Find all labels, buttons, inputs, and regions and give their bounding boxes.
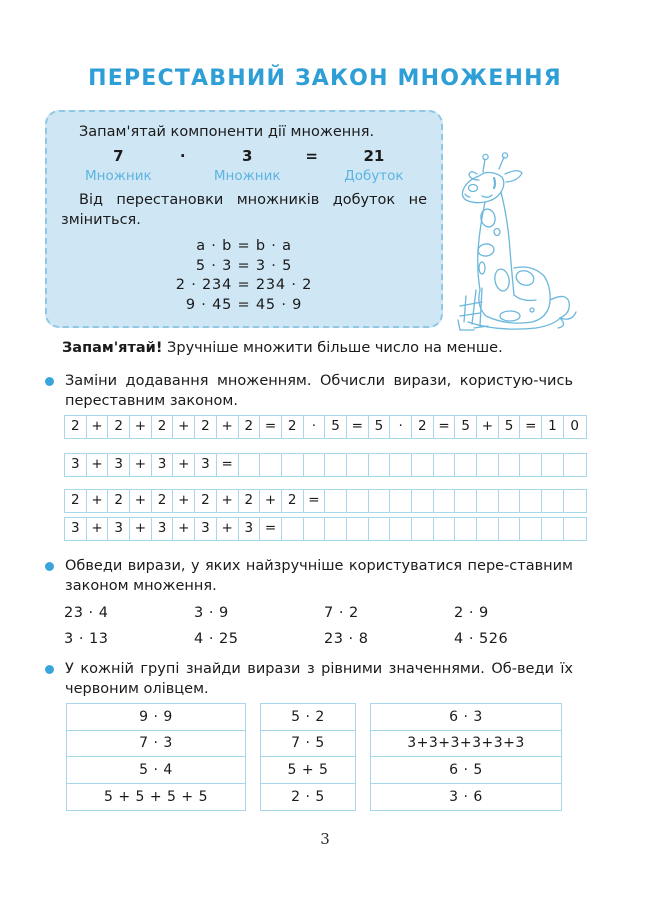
task-1 [45,371,573,411]
expression-item[interactable]: 7 · 2 [324,605,359,621]
component-value: = [305,147,318,165]
answer-grid-cell[interactable]: + [173,518,195,540]
group-table-2 [260,703,356,811]
page-number: 3 [320,830,330,848]
answer-grid-cell[interactable]: + [130,416,152,438]
group-table-cell[interactable]: 3 · 6 [449,788,483,805]
answer-grid-cell[interactable]: 3 [239,518,261,540]
group-table-cell[interactable]: 7 · 3 [67,731,245,758]
answer-grid-cell[interactable] [542,490,564,512]
multiplication-components [61,147,427,186]
group-tables [66,703,574,811]
answer-grid-cell[interactable]: 3 [152,518,174,540]
expression-item[interactable]: 3 · 13 [64,631,109,647]
component-label: Множник [85,168,152,184]
component-product [343,147,405,186]
formula-list [61,237,427,315]
answer-grid-cell[interactable] [499,490,521,512]
answer-grid-cell[interactable]: 2 [239,416,261,438]
bullet-icon [45,665,54,674]
component-factor-2 [214,147,281,186]
component-value: 3 [242,147,253,165]
expression-item[interactable]: 3 · 9 [194,605,229,621]
task-3 [45,659,573,699]
answer-grid-row[interactable] [64,489,587,513]
answer-grid-cell[interactable]: · [390,416,412,438]
answer-grid-cell[interactable]: 5 [369,416,391,438]
answer-grid-cell[interactable] [369,454,391,476]
answer-grid-row[interactable] [64,453,587,477]
expression-item[interactable]: 2 · 9 [454,605,489,621]
answer-grid-cell[interactable]: + [130,454,152,476]
answer-grid-cell[interactable] [325,454,347,476]
answer-grid-cell[interactable] [282,518,304,540]
answer-grid-cell[interactable] [412,490,434,512]
expression-row [64,626,584,652]
remember-label: Запам'ятай! [62,340,163,356]
component-label: Добуток [344,168,404,184]
answer-grid-cell[interactable]: 3 [65,518,87,540]
task-3-text: У кожній групі знайди вирази з рівними значеннями. Об-веди їх червоним олівцем. [65,661,573,697]
remember-note [62,338,582,358]
answer-grid-cell[interactable] [477,518,499,540]
formula-item: a · b = b · a [196,238,292,254]
answer-grid-cell[interactable]: 2 [108,490,130,512]
answer-grid-cell[interactable]: 5 [325,416,347,438]
answer-grid-cell[interactable]: + [173,490,195,512]
component-factor-1 [85,147,152,186]
answer-grid-cell[interactable] [282,454,304,476]
expression-row [64,600,584,626]
answer-grid-row[interactable] [64,517,587,541]
component-operator-times [152,147,214,186]
answer-grid-cell[interactable]: = [260,518,282,540]
group-table-cell[interactable]: 9 · 9 [67,704,245,731]
answer-grid-cell[interactable] [412,518,434,540]
answer-grid-cell[interactable] [499,518,521,540]
answer-grid-cell[interactable]: · [304,416,326,438]
answer-grid-cell[interactable] [369,518,391,540]
answer-grid-cell[interactable] [520,490,542,512]
answer-grid-cell[interactable]: 2 [152,416,174,438]
group-table-cell[interactable]: 7 · 5 [261,731,355,758]
task-1-text: Заміни додавання множенням. Обчисли вирази, користую-чись переставним законом. [65,373,573,409]
info-box-intro: Запам'ятай компоненти дії множення. [79,124,375,140]
group-table-1 [66,703,246,811]
answer-grid-cell[interactable] [499,454,521,476]
answer-grid-cell[interactable]: = [217,454,239,476]
answer-grid-cell[interactable]: + [87,454,109,476]
group-table-cell[interactable]: 5 + 5 [261,757,355,784]
answer-grid-cell[interactable]: + [87,416,109,438]
group-table-cell[interactable]: 5 + 5 + 5 + 5 [103,788,209,805]
expression-item[interactable]: 23 · 4 [64,605,109,621]
answer-grid-cell[interactable] [434,454,456,476]
answer-grid-cell[interactable]: + [217,518,239,540]
answer-grid-cell[interactable]: + [130,490,152,512]
answer-grid-cell[interactable] [390,490,412,512]
group-table-3 [370,703,562,811]
answer-grid-cell[interactable]: 2 [195,490,217,512]
answer-grid-cell[interactable]: 3 [108,518,130,540]
answer-grid-cell[interactable]: 3 [195,518,217,540]
component-operator-equals [281,147,343,186]
answer-grid-cell[interactable] [260,454,282,476]
expression-grid [64,600,584,652]
answer-grid-cell[interactable]: = [347,416,369,438]
answer-grid-cell[interactable]: = [304,490,326,512]
answer-grid-cell[interactable] [434,518,456,540]
formula-item: 5 · 3 = 3 · 5 [195,257,293,274]
answer-grid-cell[interactable]: + [173,416,195,438]
answer-grid-cell[interactable] [455,454,477,476]
answer-grid-cell[interactable]: 1 [542,416,564,438]
answer-grid-cell[interactable] [542,454,564,476]
answer-grid-cell[interactable]: + [217,490,239,512]
answer-grid-cell[interactable] [304,454,326,476]
answer-grid-cell[interactable]: + [130,518,152,540]
giraffe-illustration [452,150,600,340]
answer-grid-cell[interactable]: 5 [499,416,521,438]
group-table-cell[interactable]: 6 · 5 [371,757,561,784]
bullet-icon [45,562,54,571]
task-2 [45,556,573,596]
answer-grid-cell[interactable] [325,518,347,540]
answer-grid-cell[interactable]: 2 [65,490,87,512]
answer-grid-cell[interactable] [455,518,477,540]
answer-grid-cell[interactable]: 2 [282,416,304,438]
answer-grid-cell[interactable]: 3 [108,454,130,476]
answer-grid-cell[interactable] [347,518,369,540]
answer-grid-cell[interactable] [347,454,369,476]
answer-grid-cell[interactable] [455,490,477,512]
group-table-cell[interactable]: 5 · 4 [67,757,245,784]
answer-grid-cell[interactable]: + [173,454,195,476]
remember-text: Зручніше множити більше число на менше. [162,340,503,356]
answer-grid-cell[interactable]: + [260,490,282,512]
expression-item[interactable]: 4 · 25 [194,631,239,647]
expression-item[interactable]: 23 · 8 [324,631,369,647]
answer-grid-cell[interactable]: 2 [195,416,217,438]
group-table-cell[interactable]: 2 · 5 [291,788,325,805]
answer-grid-cell[interactable]: = [434,416,456,438]
component-value: 7 [113,147,124,165]
answer-grid-cell[interactable]: 0 [570,418,579,435]
answer-grid-cell[interactable] [239,454,261,476]
answer-grid-cell[interactable]: + [477,416,499,438]
formula-item: 9 · 45 = 45 · 9 [185,296,303,313]
answer-grid-cell[interactable]: 2 [108,416,130,438]
answer-grid-cell[interactable]: + [87,518,109,540]
commutative-rule-text: Від перестановки множників добуток не зміниться. [61,192,427,228]
answer-grid-row[interactable] [64,415,587,439]
formula-item: 2 · 234 = 234 · 2 [175,277,313,293]
expression-item[interactable]: 4 · 526 [454,631,509,647]
bullet-icon [45,377,54,386]
answer-grid-cell[interactable]: 3 [65,454,87,476]
answer-grid-cell[interactable] [304,518,326,540]
answer-grid-cell[interactable] [369,490,391,512]
answer-grid-cell[interactable] [412,454,434,476]
answer-grid-cell[interactable]: + [217,416,239,438]
page-title: ПЕРЕСТАВНИЙ ЗАКОН МНОЖЕННЯ [88,66,562,91]
answer-grid-cell[interactable]: 3 [195,454,217,476]
group-table-cell[interactable]: 3+3+3+3+3+3 [371,731,561,758]
answer-grid-cell[interactable]: 2 [65,416,87,438]
answer-grid-cell[interactable]: = [520,416,542,438]
answer-grid-cell[interactable] [477,454,499,476]
answer-grid-cell[interactable] [520,518,542,540]
answer-grid-cell[interactable] [542,518,564,540]
answer-grid-cell[interactable]: 2 [152,490,174,512]
group-table-cell[interactable]: 6 · 3 [371,704,561,731]
answer-grid-cell[interactable] [390,454,412,476]
answer-grid-cell[interactable] [564,518,586,540]
answer-grid-cell[interactable] [390,518,412,540]
answer-grid-cell[interactable] [325,490,347,512]
answer-grid-cell[interactable]: 3 [152,454,174,476]
answer-grid-cell[interactable] [564,490,586,512]
answer-grid-cell[interactable] [477,490,499,512]
answer-grid-cell[interactable] [434,490,456,512]
answer-grid-cell[interactable]: 2 [412,416,434,438]
answer-grid-cell[interactable]: + [87,490,109,512]
component-value: · [179,147,186,165]
component-label: Множник [213,168,281,184]
answer-grid-cell[interactable]: 2 [282,490,304,512]
task-2-text: Обведи вирази, у яких найзручніше користуватися пере-ставним законом множення. [65,558,573,594]
answer-grid-cell[interactable]: 5 [455,416,477,438]
component-value: 21 [363,147,385,165]
answer-grid-cell[interactable] [564,454,586,476]
answer-grid-cell[interactable]: = [260,416,282,438]
info-box [45,110,443,328]
answer-grid-cell[interactable] [520,454,542,476]
answer-grid-cell[interactable] [347,490,369,512]
group-table-cell[interactable]: 5 · 2 [261,704,355,731]
answer-grid-cell[interactable]: 2 [239,490,261,512]
